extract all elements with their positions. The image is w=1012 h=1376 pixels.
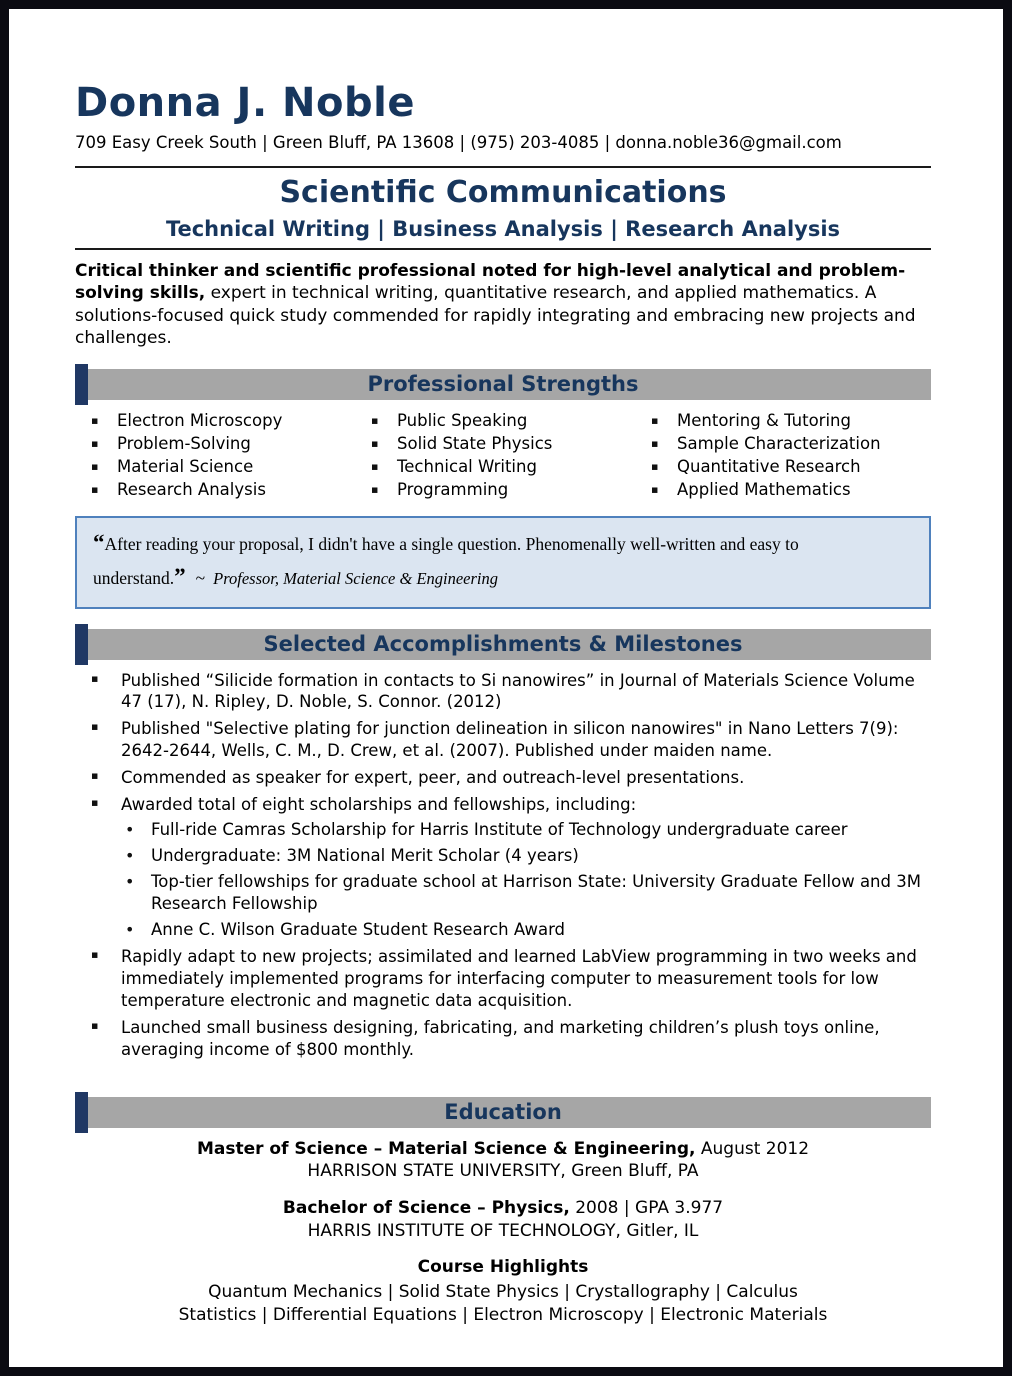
skill-item — [91, 456, 371, 479]
masters-degree-line — [75, 1138, 931, 1161]
summary-rest: expert in technical writing, quantitative research, and applied mathematics. A solutions-focused quick study commended for rapidly integrating and embracing new projects and challenges. — [75, 283, 916, 348]
skill-label: Technical Writing — [397, 456, 537, 476]
masters-school-line: HARRISON STATE UNIVERSITY, Green Bluff, PA — [307, 1161, 699, 1182]
strengths-column-1 — [91, 410, 371, 501]
scholarships-sublist — [123, 819, 931, 941]
square-bullet-icon: ▪ — [371, 459, 379, 473]
bachelors-degree-entry — [75, 1197, 931, 1243]
skill-item — [91, 410, 371, 433]
strengths-column-3 — [651, 410, 931, 501]
skill-label: Programming — [397, 479, 509, 499]
quote-attribution: Professor, Material Science & Engineering — [213, 569, 499, 588]
square-bullet-icon: ▪ — [91, 482, 99, 496]
testimonial-quote-box — [75, 516, 931, 609]
divider-under-subtitle — [75, 248, 931, 250]
square-bullet-icon: ▪ — [91, 459, 99, 473]
square-bullet-icon: ▪ — [651, 414, 659, 428]
skill-item — [651, 433, 931, 456]
skill-label: Research Analysis — [117, 479, 266, 499]
square-bullet-icon: ▪ — [371, 437, 379, 451]
skill-item — [91, 479, 371, 502]
course-list-line-2: Statistics | Differential Equations | Electron Microscopy | Electronic Materials — [178, 1305, 828, 1326]
section-accent-block — [75, 624, 88, 665]
scholarship-item — [123, 919, 931, 941]
scholarship-text: Full-ride Camras Scholarship for Harris Institute of Technology undergraduate career — [151, 820, 848, 840]
square-bullet-icon: ▪ — [91, 414, 99, 428]
skill-item — [371, 456, 651, 479]
section-header-accomplishments — [75, 629, 931, 660]
section-title: Selected Accomplishments & Milestones — [263, 631, 743, 656]
summary-lead-bold: Critical thinker and scientific professional noted for high-level analytical and problem-solving skills, — [75, 260, 906, 304]
section-accent-block — [75, 1092, 88, 1133]
resume-subtitle: Technical Writing | Business Analysis | Research Analysis — [165, 216, 841, 241]
skill-item — [91, 433, 371, 456]
skill-item — [371, 433, 651, 456]
skill-item — [651, 410, 931, 433]
course-list-line-1: Quantum Mechanics | Solid State Physics | Crystallography | Calculus — [208, 1282, 798, 1303]
resume-title: Scientific Communications — [279, 175, 727, 210]
skill-label: Problem-Solving — [117, 434, 251, 454]
title-block — [75, 176, 931, 242]
course-highlights-heading: Course Highlights — [417, 1257, 589, 1278]
accomplishment-item — [91, 670, 931, 714]
square-bullet-icon: ▪ — [651, 459, 659, 473]
bachelors-degree-title: Bachelor of Science – Physics, — [282, 1198, 570, 1219]
skill-label: Material Science — [117, 456, 254, 476]
section-accent-block — [75, 364, 88, 405]
square-bullet-icon: ▪ — [91, 437, 99, 451]
skill-item — [651, 456, 931, 479]
accomplishment-item — [91, 1017, 931, 1061]
square-bullet-icon: ▪ — [371, 414, 379, 428]
open-quote-mark: “ — [93, 529, 105, 555]
accomplishment-text: Awarded total of eight scholarships and fellowships, including: — [121, 795, 637, 815]
bachelors-degree-line — [75, 1197, 931, 1220]
skill-label: Mentoring & Tutoring — [677, 411, 851, 431]
quote-text: After reading your proposal, I didn't have a single question. Phenomenally well-written and easy to understand. — [93, 533, 799, 588]
strengths-grid — [91, 410, 931, 501]
scholarship-text: Undergraduate: 3M National Merit Scholar (4 years) — [151, 846, 579, 866]
accomplishment-text: Published "Selective plating for junction delineation in silicon nanowires" in Nano Letters 7(9): 2642-2644, Wells, C. M., D. Crew, et al. (2007). Published under maiden name. — [121, 719, 899, 761]
section-header-education — [75, 1097, 931, 1128]
accomplishment-item — [91, 767, 931, 789]
strengths-column-2 — [371, 410, 651, 501]
accomplishment-text: Launched small business designing, fabricating, and marketing children’s plush toys online, averaging income of $800 monthly. — [121, 1017, 880, 1059]
section-header-professional-strengths — [75, 369, 931, 400]
square-bullet-icon: ▪ — [651, 437, 659, 451]
scholarship-item — [123, 819, 931, 841]
accomplishment-text: Rapidly adapt to new projects; assimilated and learned LabView programming in two weeks and immediately implemented programs for interfacing computer to measurement tools for low temperature electronic and magnetic data acquisition. — [121, 946, 917, 1010]
accomplishment-item — [91, 794, 931, 941]
bachelors-school-line: HARRIS INSTITUTE OF TECHNOLOGY, Gitler, IL — [307, 1221, 699, 1242]
skill-item — [371, 410, 651, 433]
accomplishment-text: Commended as speaker for expert, peer, and outreach-level presentations. — [121, 768, 745, 788]
section-title: Education — [444, 1099, 562, 1124]
resume-header — [75, 81, 931, 152]
tilde-separator: ~ — [195, 568, 206, 588]
accomplishments-list — [91, 670, 931, 1061]
close-quote-mark: ” — [174, 564, 186, 589]
scholarship-item — [123, 871, 931, 915]
accomplishment-text: Published “Silicide formation in contacts to Si nanowires” in Journal of Materials Science Volume 47 (17), N. Ripley, D. Noble, S. Connor. (2012) — [121, 670, 915, 712]
scholarship-text: Anne C. Wilson Graduate Student Research Award — [151, 919, 566, 939]
bachelors-degree-date: 2008 | GPA 3.977 — [575, 1198, 724, 1219]
contact-line: 709 Easy Creek South | Green Bluff, PA 13608 | (975) 203-4085 | donna.noble36@gmail.com — [75, 133, 842, 152]
skill-label: Public Speaking — [397, 411, 528, 431]
skill-label: Quantitative Research — [677, 456, 861, 476]
skill-item — [371, 479, 651, 502]
skill-label: Solid State Physics — [397, 434, 553, 454]
skill-label: Electron Microscopy — [117, 411, 283, 431]
masters-degree-entry — [75, 1138, 931, 1184]
scholarship-text: Top-tier fellowships for graduate school at Harrison State: University Graduate Fellow and 3M Research Fellowship — [151, 872, 921, 913]
accomplishment-item — [91, 946, 931, 1012]
section-title: Professional Strengths — [367, 372, 639, 397]
candidate-name: Donna J. Noble — [75, 80, 415, 126]
summary-paragraph — [75, 260, 931, 350]
skill-label: Sample Characterization — [677, 434, 881, 454]
square-bullet-icon: ▪ — [651, 482, 659, 496]
masters-degree-title: Master of Science – Material Science & Engineering, — [196, 1138, 696, 1159]
accomplishment-item — [91, 718, 931, 762]
skill-label: Applied Mathematics — [677, 479, 851, 499]
square-bullet-icon: ▪ — [371, 482, 379, 496]
skill-item — [651, 479, 931, 502]
divider-under-contact — [75, 166, 931, 168]
scholarship-item — [123, 845, 931, 867]
education-block — [75, 1138, 931, 1328]
masters-degree-date: August 2012 — [700, 1138, 810, 1159]
